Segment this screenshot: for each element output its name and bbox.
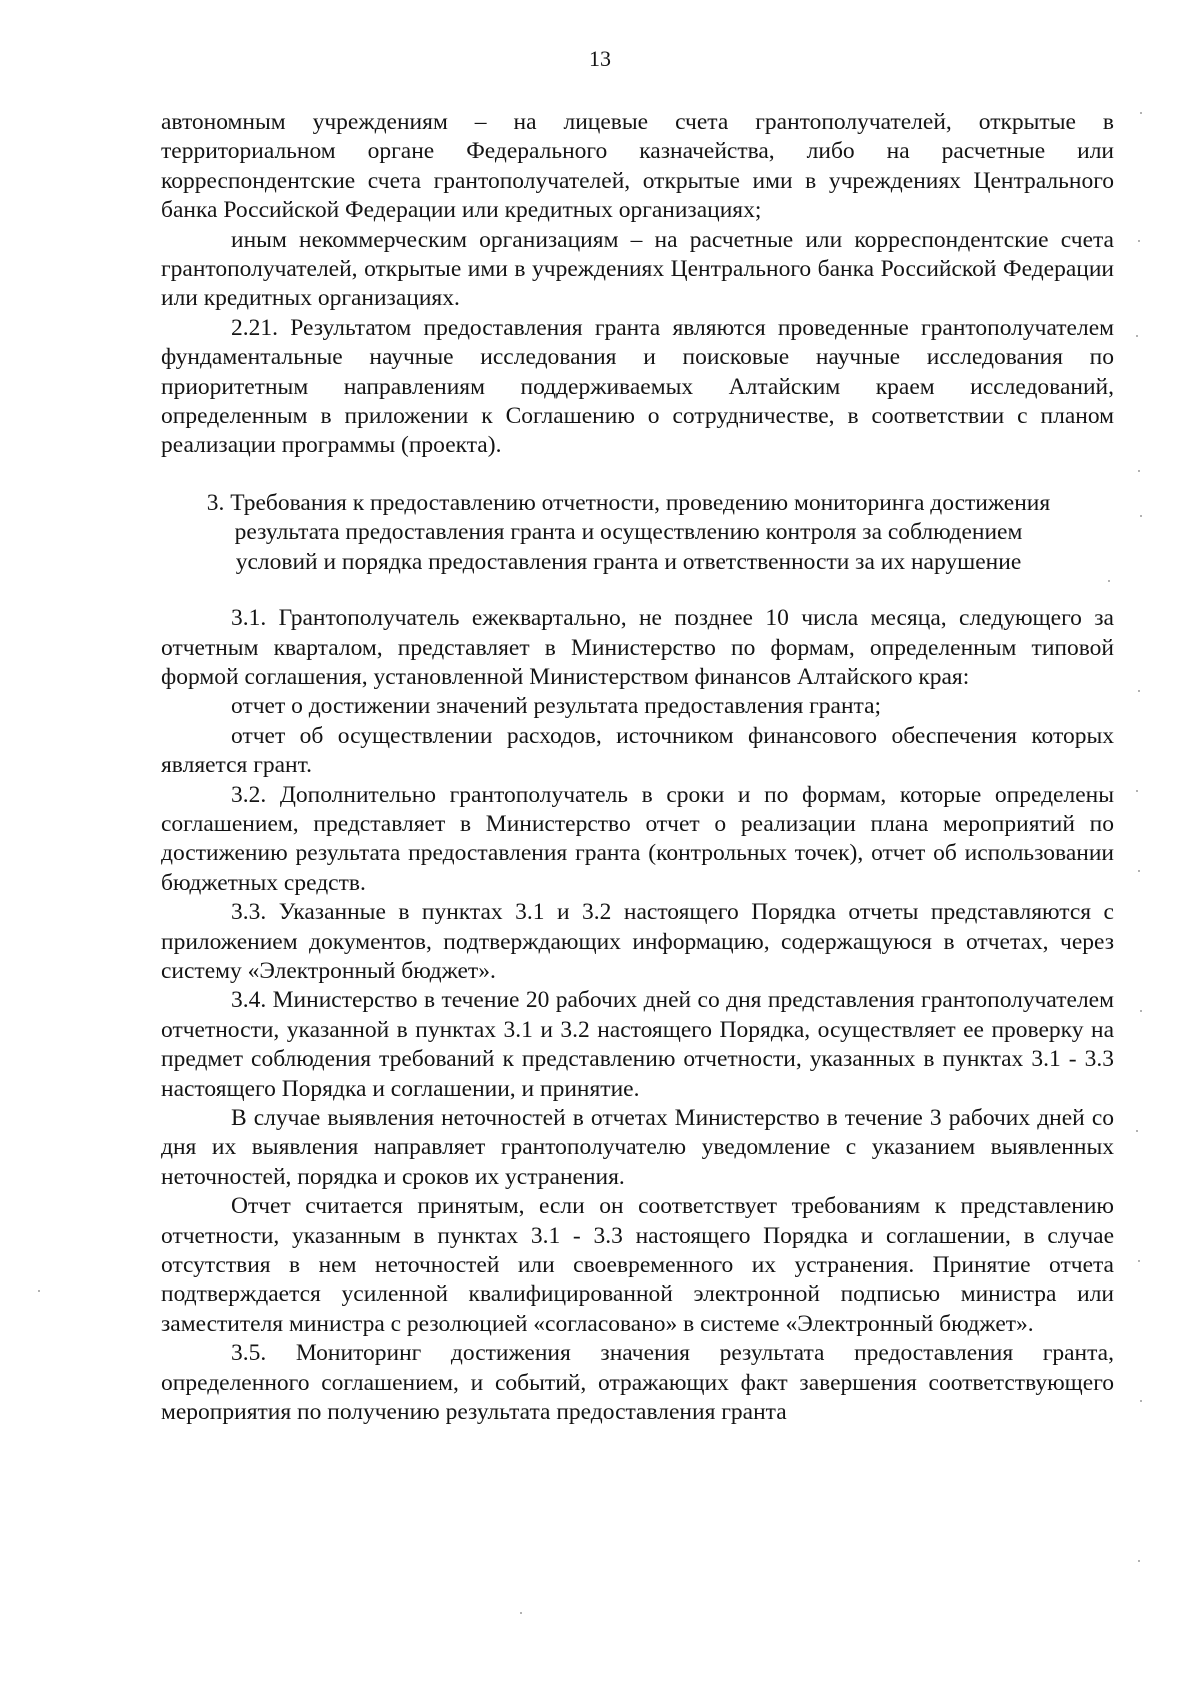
scan-speck — [38, 1290, 40, 1292]
paragraph-3-5: 3.5. Мониторинг достижения значения результата предоставления гранта, определенного соглашением, и событий, отражающих факт завершения соответствующего мероприятия по получению результата предоставления гранта — [161, 1340, 1114, 1426]
scan-speck — [1140, 1010, 1142, 1012]
scan-speck — [520, 1612, 522, 1614]
scan-speck — [1138, 1260, 1140, 1262]
paragraph-3-1: 3.1. Грантополучатель ежеквартально, не позднее 10 числа месяца, следующего за отчетным кварталом, представляет в Министерство по формам, определенным типовой формой соглашения, установленной Министерством финансов Алтайского края: — [161, 605, 1114, 690]
page-number: 13 — [589, 46, 611, 71]
section-3-heading-line-1: 3. Требования к предоставлению отчетности, проведению мониторинга достижения — [206, 489, 1051, 516]
paragraph-report-accepted: Отчет считается принятым, если он соответствует требованиям к представлению отчетности, указанным в пунктах 3.1 - 3.3 настоящего Порядка и соглашении, в случае отсутствия в нем неточностей или своевременного их устранения. Принятие отчета подтверждается усиленной квалифицированной электронной подписью министра или заместителя министра с резолюцией «согласовано» в системе «Электронный бюджет». — [161, 1193, 1114, 1337]
paragraph-autonomous-institutions: автономным учреждениям – на лицевые счета грантополучателей, открытые в территориальном органе Федерального казначейства, либо на расчетные или корреспондентские счета грантополучателей, открытые ими в учреждениях Центрального банка Российской Федерации или кредитных организациях; — [161, 109, 1114, 224]
scan-speck — [1140, 112, 1142, 114]
scan-speck — [1138, 470, 1140, 472]
paragraph-3-4: 3.4. Министерство в течение 20 рабочих дней со дня представления грантополучателем отчетности, указанной в пунктах 3.1 и 3.2 настоящего Порядка, осуществляет ее проверку на предмет соблюдения требований к представлению отчетности, указанных в пунктах 3.1 - 3.3 настоящего Порядка и соглашении, и принятие. — [161, 987, 1114, 1102]
scan-speck — [1138, 240, 1140, 242]
paragraph-inaccuracies: В случае выявления неточностей в отчетах Министерство в течение 3 рабочих дней со дня их выявления направляет грантополучателю уведомление с указанием выявленных неточностей, порядка и сроков их устранения. — [161, 1105, 1114, 1190]
scan-speck — [1140, 515, 1142, 517]
paragraph-3-2: 3.2. Дополнительно грантополучатель в сроки и по формам, которые определены соглашением, представляет в Министерство отчет о реализации плана мероприятий по достижению результата предоставления гранта (контрольных точек), отчет об использовании бюджетных средств. — [161, 781, 1114, 896]
scan-speck — [1138, 1560, 1140, 1562]
scan-speck — [1138, 690, 1140, 692]
section-3-heading-line-2: результата предоставления гранта и осуществлению контроля за соблюдением — [234, 519, 1023, 546]
scan-speck — [1108, 580, 1110, 582]
scan-speck — [1136, 790, 1138, 792]
section-3-heading — [161, 489, 1114, 577]
scan-speck — [1136, 335, 1138, 337]
document-body — [161, 108, 1114, 1427]
paragraph-3-3: 3.3. Указанные в пунктах 3.1 и 3.2 настоящего Порядка отчеты представляются с приложением документов, подтверждающих информацию, содержащуюся в отчетах, через систему «Электронный бюджет». — [161, 899, 1114, 984]
scan-speck — [1136, 1130, 1138, 1132]
scan-speck — [1140, 1400, 1142, 1402]
paragraph-report-expenses: отчет об осуществлении расходов, источником финансового обеспечения которых является грант. — [161, 722, 1114, 779]
section-3-heading-line-3: условий и порядка предоставления гранта и ответственности за их нарушение — [235, 548, 1022, 575]
paragraph-2-21: 2.21. Результатом предоставления гранта являются проведенные грантополучателем фундаментальные научные исследования и поисковые научные исследования по приоритетным направлениям поддерживаемых Алтайским краем исследований, определенным в приложении к Соглашению о сотрудничестве, в соответствии с планом реализации программы (проекта). — [161, 314, 1114, 459]
scan-speck — [1138, 870, 1140, 872]
paragraph-report-results: отчет о достижении значений результата предоставления гранта; — [231, 693, 882, 720]
paragraph-other-nonprofits: иным некоммерческим организациям – на расчетные или корреспондентские счета грантополучателей, открытые ими в учреждениях Центрального банка Российской Федерации или кредитных организациях. — [161, 226, 1114, 312]
